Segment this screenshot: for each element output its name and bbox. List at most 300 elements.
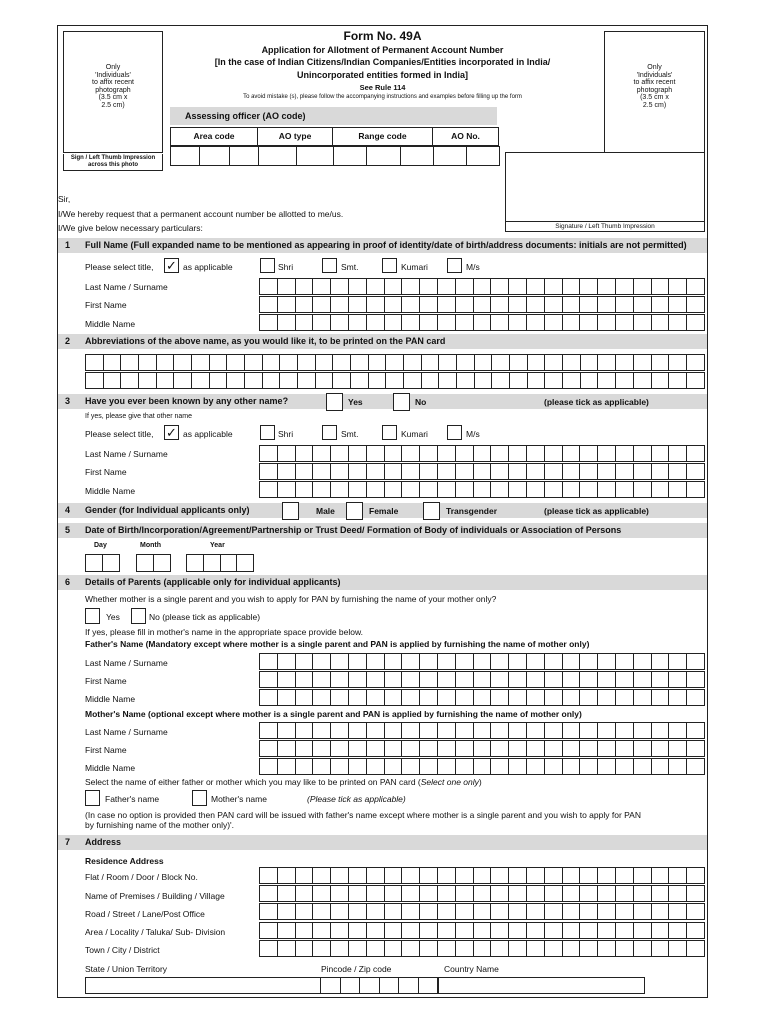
char-cell[interactable] xyxy=(296,279,314,294)
char-cell[interactable] xyxy=(652,886,670,901)
char-cell[interactable] xyxy=(687,654,705,669)
char-cell[interactable] xyxy=(402,868,420,883)
char-cell[interactable] xyxy=(456,923,474,938)
char-cell[interactable] xyxy=(385,482,403,497)
char-cell[interactable] xyxy=(334,147,367,165)
char-cell[interactable] xyxy=(491,654,509,669)
char-cell[interactable] xyxy=(86,373,104,388)
char-cell[interactable] xyxy=(385,759,403,774)
char-cell[interactable] xyxy=(545,672,563,687)
char-cell[interactable] xyxy=(669,759,687,774)
char-cell[interactable] xyxy=(456,672,474,687)
char-cell[interactable] xyxy=(634,446,652,461)
char-cell[interactable] xyxy=(385,672,403,687)
char-cell[interactable] xyxy=(367,464,385,479)
char-cell[interactable] xyxy=(491,315,509,330)
state-input[interactable] xyxy=(85,977,321,994)
char-cell[interactable] xyxy=(420,941,438,956)
char-cell[interactable] xyxy=(260,482,278,497)
char-cell[interactable] xyxy=(154,555,171,571)
char-cell[interactable] xyxy=(545,741,563,756)
char-cell[interactable] xyxy=(580,297,598,312)
char-cell[interactable] xyxy=(492,355,510,370)
char-cell[interactable] xyxy=(545,373,563,388)
char-cell[interactable] xyxy=(349,723,367,738)
char-cell[interactable] xyxy=(545,315,563,330)
char-cell[interactable] xyxy=(200,147,229,165)
char-cell[interactable] xyxy=(669,464,687,479)
char-cell[interactable] xyxy=(386,373,404,388)
char-cell[interactable] xyxy=(598,672,616,687)
char-cell[interactable] xyxy=(474,464,492,479)
char-cell[interactable] xyxy=(367,741,385,756)
char-cell[interactable] xyxy=(313,886,331,901)
char-cell[interactable] xyxy=(669,741,687,756)
print-mother-name-checkbox[interactable] xyxy=(192,790,207,806)
char-cell[interactable] xyxy=(313,446,331,461)
char-cell[interactable] xyxy=(474,923,492,938)
char-cell[interactable] xyxy=(260,904,278,919)
dob-month-input[interactable] xyxy=(136,554,171,572)
father-last-name-input[interactable] xyxy=(259,653,705,670)
char-cell[interactable] xyxy=(563,446,581,461)
char-cell[interactable] xyxy=(385,279,403,294)
s1-middle-name-input[interactable] xyxy=(259,314,705,331)
char-cell[interactable] xyxy=(174,373,192,388)
pincode-input[interactable] xyxy=(320,977,438,994)
char-cell[interactable] xyxy=(527,315,545,330)
char-cell[interactable] xyxy=(580,886,598,901)
char-cell[interactable] xyxy=(313,315,331,330)
char-cell[interactable] xyxy=(420,672,438,687)
char-cell[interactable] xyxy=(669,279,687,294)
char-cell[interactable] xyxy=(402,923,420,938)
char-cell[interactable] xyxy=(456,723,474,738)
char-cell[interactable] xyxy=(652,654,670,669)
char-cell[interactable] xyxy=(669,723,687,738)
char-cell[interactable] xyxy=(278,446,296,461)
country-input[interactable] xyxy=(438,977,645,994)
char-cell[interactable] xyxy=(467,147,500,165)
char-cell[interactable] xyxy=(438,654,456,669)
other-title-smt-checkbox[interactable] xyxy=(322,425,337,440)
char-cell[interactable] xyxy=(402,672,420,687)
char-cell[interactable] xyxy=(598,690,616,705)
char-cell[interactable] xyxy=(278,941,296,956)
char-cell[interactable] xyxy=(456,654,474,669)
char-cell[interactable] xyxy=(349,886,367,901)
char-cell[interactable] xyxy=(349,464,367,479)
char-cell[interactable] xyxy=(331,759,349,774)
char-cell[interactable] xyxy=(652,446,670,461)
char-cell[interactable] xyxy=(580,279,598,294)
char-cell[interactable] xyxy=(313,868,331,883)
char-cell[interactable] xyxy=(474,315,492,330)
char-cell[interactable] xyxy=(687,723,705,738)
char-cell[interactable] xyxy=(652,741,670,756)
char-cell[interactable] xyxy=(367,904,385,919)
char-cell[interactable] xyxy=(402,690,420,705)
char-cell[interactable] xyxy=(280,373,298,388)
char-cell[interactable] xyxy=(652,759,670,774)
char-cell[interactable] xyxy=(616,279,634,294)
char-cell[interactable] xyxy=(598,446,616,461)
char-cell[interactable] xyxy=(509,923,527,938)
char-cell[interactable] xyxy=(331,723,349,738)
char-cell[interactable] xyxy=(491,297,509,312)
address-road-input[interactable] xyxy=(259,903,705,920)
char-cell[interactable] xyxy=(456,482,474,497)
char-cell[interactable] xyxy=(528,355,546,370)
char-cell[interactable] xyxy=(456,759,474,774)
char-cell[interactable] xyxy=(616,923,634,938)
char-cell[interactable] xyxy=(527,904,545,919)
char-cell[interactable] xyxy=(652,279,670,294)
char-cell[interactable] xyxy=(616,904,634,919)
char-cell[interactable] xyxy=(527,868,545,883)
char-cell[interactable] xyxy=(296,886,314,901)
char-cell[interactable] xyxy=(563,355,581,370)
char-cell[interactable] xyxy=(313,654,331,669)
char-cell[interactable] xyxy=(563,868,581,883)
char-cell[interactable] xyxy=(104,373,122,388)
char-cell[interactable] xyxy=(563,279,581,294)
char-cell[interactable] xyxy=(491,886,509,901)
char-cell[interactable] xyxy=(652,482,670,497)
char-cell[interactable] xyxy=(280,355,298,370)
title-kumari-checkbox[interactable] xyxy=(382,258,397,273)
dob-day-input[interactable] xyxy=(85,554,120,572)
char-cell[interactable] xyxy=(669,315,687,330)
char-cell[interactable] xyxy=(438,759,456,774)
char-cell[interactable] xyxy=(598,886,616,901)
char-cell[interactable] xyxy=(598,904,616,919)
char-cell[interactable] xyxy=(474,446,492,461)
char-cell[interactable] xyxy=(491,723,509,738)
s3-first-name-input[interactable] xyxy=(259,463,705,480)
char-cell[interactable] xyxy=(385,904,403,919)
char-cell[interactable] xyxy=(438,482,456,497)
char-cell[interactable] xyxy=(385,741,403,756)
char-cell[interactable] xyxy=(260,741,278,756)
char-cell[interactable] xyxy=(527,297,545,312)
char-cell[interactable] xyxy=(260,759,278,774)
char-cell[interactable] xyxy=(616,446,634,461)
char-cell[interactable] xyxy=(298,373,316,388)
char-cell[interactable] xyxy=(545,279,563,294)
char-cell[interactable] xyxy=(278,690,296,705)
char-cell[interactable] xyxy=(687,941,705,956)
char-cell[interactable] xyxy=(563,690,581,705)
char-cell[interactable] xyxy=(420,904,438,919)
char-cell[interactable] xyxy=(367,446,385,461)
char-cell[interactable] xyxy=(634,672,652,687)
char-cell[interactable] xyxy=(580,941,598,956)
char-cell[interactable] xyxy=(402,482,420,497)
char-cell[interactable] xyxy=(367,723,385,738)
char-cell[interactable] xyxy=(545,868,563,883)
char-cell[interactable] xyxy=(457,355,475,370)
gender-transgender-checkbox[interactable] xyxy=(423,502,440,520)
char-cell[interactable] xyxy=(634,355,652,370)
char-cell[interactable] xyxy=(634,315,652,330)
char-cell[interactable] xyxy=(438,741,456,756)
char-cell[interactable] xyxy=(296,941,314,956)
char-cell[interactable] xyxy=(385,690,403,705)
char-cell[interactable] xyxy=(420,654,438,669)
other-name-yes-checkbox[interactable] xyxy=(326,393,343,411)
char-cell[interactable] xyxy=(634,941,652,956)
char-cell[interactable] xyxy=(563,464,581,479)
char-cell[interactable] xyxy=(341,978,361,993)
char-cell[interactable] xyxy=(104,355,122,370)
char-cell[interactable] xyxy=(456,941,474,956)
char-cell[interactable] xyxy=(386,355,404,370)
char-cell[interactable] xyxy=(527,923,545,938)
address-area-input[interactable] xyxy=(259,922,705,939)
char-cell[interactable] xyxy=(545,723,563,738)
char-cell[interactable] xyxy=(491,279,509,294)
father-middle-name-input[interactable] xyxy=(259,689,705,706)
char-cell[interactable] xyxy=(351,355,369,370)
char-cell[interactable] xyxy=(491,464,509,479)
char-cell[interactable] xyxy=(260,279,278,294)
char-cell[interactable] xyxy=(438,672,456,687)
char-cell[interactable] xyxy=(402,941,420,956)
char-cell[interactable] xyxy=(634,759,652,774)
single-parent-yes-checkbox[interactable] xyxy=(85,608,100,624)
char-cell[interactable] xyxy=(687,759,705,774)
char-cell[interactable] xyxy=(509,482,527,497)
char-cell[interactable] xyxy=(545,446,563,461)
char-cell[interactable] xyxy=(402,464,420,479)
char-cell[interactable] xyxy=(367,759,385,774)
char-cell[interactable] xyxy=(580,690,598,705)
char-cell[interactable] xyxy=(296,315,314,330)
char-cell[interactable] xyxy=(616,315,634,330)
char-cell[interactable] xyxy=(456,297,474,312)
char-cell[interactable] xyxy=(331,315,349,330)
char-cell[interactable] xyxy=(581,355,599,370)
mother-middle-name-input[interactable] xyxy=(259,758,705,775)
char-cell[interactable] xyxy=(491,941,509,956)
char-cell[interactable] xyxy=(349,315,367,330)
char-cell[interactable] xyxy=(669,886,687,901)
char-cell[interactable] xyxy=(669,904,687,919)
char-cell[interactable] xyxy=(509,446,527,461)
char-cell[interactable] xyxy=(420,741,438,756)
char-cell[interactable] xyxy=(187,555,204,571)
char-cell[interactable] xyxy=(296,723,314,738)
char-cell[interactable] xyxy=(296,923,314,938)
char-cell[interactable] xyxy=(263,373,281,388)
char-cell[interactable] xyxy=(652,690,670,705)
char-cell[interactable] xyxy=(527,886,545,901)
char-cell[interactable] xyxy=(404,373,422,388)
char-cell[interactable] xyxy=(580,923,598,938)
char-cell[interactable] xyxy=(634,741,652,756)
char-cell[interactable] xyxy=(420,868,438,883)
char-cell[interactable] xyxy=(669,446,687,461)
char-cell[interactable] xyxy=(316,355,334,370)
char-cell[interactable] xyxy=(296,297,314,312)
char-cell[interactable] xyxy=(349,446,367,461)
char-cell[interactable] xyxy=(331,482,349,497)
ao-type-input[interactable] xyxy=(258,146,334,166)
char-cell[interactable] xyxy=(385,297,403,312)
char-cell[interactable] xyxy=(509,672,527,687)
char-cell[interactable] xyxy=(245,355,263,370)
char-cell[interactable] xyxy=(492,373,510,388)
char-cell[interactable] xyxy=(192,373,210,388)
ao-range-input[interactable] xyxy=(333,146,434,166)
char-cell[interactable] xyxy=(616,355,634,370)
signature-box-right[interactable] xyxy=(505,152,705,232)
title-shri-checkbox[interactable] xyxy=(260,258,275,273)
char-cell[interactable] xyxy=(296,868,314,883)
char-cell[interactable] xyxy=(137,555,154,571)
char-cell[interactable] xyxy=(385,446,403,461)
char-cell[interactable] xyxy=(652,941,670,956)
char-cell[interactable] xyxy=(349,279,367,294)
char-cell[interactable] xyxy=(669,672,687,687)
char-cell[interactable] xyxy=(369,355,387,370)
char-cell[interactable] xyxy=(331,904,349,919)
char-cell[interactable] xyxy=(563,482,581,497)
char-cell[interactable] xyxy=(438,315,456,330)
char-cell[interactable] xyxy=(367,147,400,165)
char-cell[interactable] xyxy=(278,297,296,312)
char-cell[interactable] xyxy=(321,978,341,993)
char-cell[interactable] xyxy=(351,373,369,388)
char-cell[interactable] xyxy=(402,279,420,294)
char-cell[interactable] xyxy=(598,355,616,370)
char-cell[interactable] xyxy=(260,672,278,687)
char-cell[interactable] xyxy=(313,723,331,738)
char-cell[interactable] xyxy=(634,464,652,479)
char-cell[interactable] xyxy=(157,373,175,388)
char-cell[interactable] xyxy=(687,482,705,497)
char-cell[interactable] xyxy=(385,464,403,479)
char-cell[interactable] xyxy=(349,868,367,883)
char-cell[interactable] xyxy=(563,923,581,938)
char-cell[interactable] xyxy=(581,373,599,388)
ao-no-input[interactable] xyxy=(433,146,500,166)
char-cell[interactable] xyxy=(652,723,670,738)
char-cell[interactable] xyxy=(527,482,545,497)
char-cell[interactable] xyxy=(278,904,296,919)
other-name-no-checkbox[interactable] xyxy=(393,393,410,411)
char-cell[interactable] xyxy=(474,741,492,756)
char-cell[interactable] xyxy=(527,279,545,294)
char-cell[interactable] xyxy=(616,868,634,883)
char-cell[interactable] xyxy=(634,923,652,938)
char-cell[interactable] xyxy=(278,279,296,294)
char-cell[interactable] xyxy=(385,868,403,883)
char-cell[interactable] xyxy=(563,373,581,388)
char-cell[interactable] xyxy=(349,654,367,669)
char-cell[interactable] xyxy=(331,923,349,938)
print-father-name-checkbox[interactable] xyxy=(85,790,100,806)
char-cell[interactable] xyxy=(598,654,616,669)
char-cell[interactable] xyxy=(230,147,259,165)
char-cell[interactable] xyxy=(385,941,403,956)
char-cell[interactable] xyxy=(367,315,385,330)
char-cell[interactable] xyxy=(174,355,192,370)
char-cell[interactable] xyxy=(438,904,456,919)
char-cell[interactable] xyxy=(278,315,296,330)
char-cell[interactable] xyxy=(313,672,331,687)
char-cell[interactable] xyxy=(510,355,528,370)
char-cell[interactable] xyxy=(399,978,419,993)
char-cell[interactable] xyxy=(402,315,420,330)
char-cell[interactable] xyxy=(456,464,474,479)
char-cell[interactable] xyxy=(438,690,456,705)
char-cell[interactable] xyxy=(260,654,278,669)
char-cell[interactable] xyxy=(422,355,440,370)
char-cell[interactable] xyxy=(652,923,670,938)
char-cell[interactable] xyxy=(545,654,563,669)
char-cell[interactable] xyxy=(367,482,385,497)
other-title-kumari-checkbox[interactable] xyxy=(382,425,397,440)
char-cell[interactable] xyxy=(420,923,438,938)
char-cell[interactable] xyxy=(687,672,705,687)
gender-male-checkbox[interactable] xyxy=(282,502,299,520)
char-cell[interactable] xyxy=(385,923,403,938)
char-cell[interactable] xyxy=(260,868,278,883)
other-title-check-box[interactable]: ✓ xyxy=(164,425,179,440)
title-ms-checkbox[interactable] xyxy=(447,258,462,273)
char-cell[interactable] xyxy=(563,315,581,330)
char-cell[interactable] xyxy=(210,355,228,370)
char-cell[interactable] xyxy=(598,373,616,388)
char-cell[interactable] xyxy=(420,279,438,294)
char-cell[interactable] xyxy=(474,868,492,883)
char-cell[interactable] xyxy=(491,868,509,883)
char-cell[interactable] xyxy=(580,315,598,330)
char-cell[interactable] xyxy=(687,741,705,756)
char-cell[interactable] xyxy=(527,941,545,956)
char-cell[interactable] xyxy=(616,741,634,756)
char-cell[interactable] xyxy=(669,923,687,938)
char-cell[interactable] xyxy=(598,741,616,756)
char-cell[interactable] xyxy=(297,147,335,165)
address-premises-input[interactable] xyxy=(259,885,705,902)
char-cell[interactable] xyxy=(420,315,438,330)
char-cell[interactable] xyxy=(598,723,616,738)
char-cell[interactable] xyxy=(634,690,652,705)
char-cell[interactable] xyxy=(491,672,509,687)
char-cell[interactable] xyxy=(598,868,616,883)
char-cell[interactable] xyxy=(316,373,334,388)
char-cell[interactable] xyxy=(380,978,400,993)
char-cell[interactable] xyxy=(634,482,652,497)
char-cell[interactable] xyxy=(669,941,687,956)
char-cell[interactable] xyxy=(634,373,652,388)
father-first-name-input[interactable] xyxy=(259,671,705,688)
char-cell[interactable] xyxy=(420,482,438,497)
other-title-ms-checkbox[interactable] xyxy=(447,425,462,440)
char-cell[interactable] xyxy=(402,654,420,669)
char-cell[interactable] xyxy=(260,886,278,901)
char-cell[interactable] xyxy=(634,886,652,901)
char-cell[interactable] xyxy=(687,446,705,461)
char-cell[interactable] xyxy=(402,759,420,774)
char-cell[interactable] xyxy=(456,690,474,705)
char-cell[interactable] xyxy=(349,904,367,919)
char-cell[interactable] xyxy=(509,741,527,756)
char-cell[interactable] xyxy=(563,759,581,774)
